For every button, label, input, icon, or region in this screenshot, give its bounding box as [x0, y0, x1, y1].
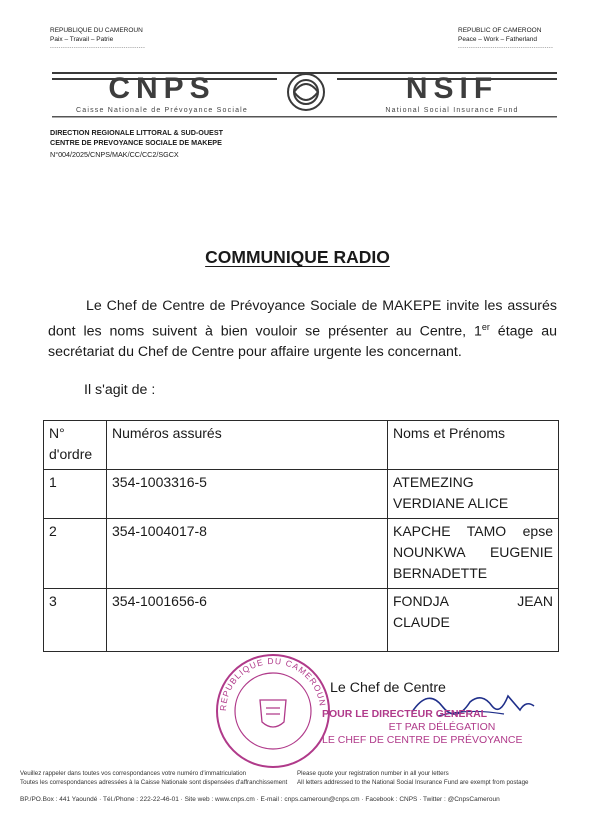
delegation-stamp: POUR LE DIRECTEUR GENERAL ET PAR DÉLÉGATION LE CHEF DE CENTRE DE PRÉVOYANCE	[322, 708, 523, 746]
divider: --------------------------------------------	[50, 45, 146, 51]
country-fr: REPUBLIQUE DU CAMEROUN	[50, 27, 143, 34]
row-insured-number: 354-1003316-5	[107, 470, 388, 519]
direction-line2: CENTRE DE PREVOYANCE SOCIALE DE MAKEPE	[50, 138, 222, 147]
reference-number: N°004/2025/CNPS/MAK/CC/CC2/SGCX	[50, 150, 179, 159]
table-row	[44, 589, 559, 652]
row-number: 1	[44, 470, 107, 519]
body-paragraph	[48, 296, 557, 362]
emblem-icon	[288, 74, 324, 110]
row-name: ATEMEZING VERDIANE ALICE	[388, 470, 559, 519]
row-number: 3	[44, 589, 107, 652]
row-number: 2	[44, 519, 107, 589]
row-name: FONDJA JEAN CLAUDE	[388, 589, 559, 652]
logo-left-text: CNPS	[108, 72, 216, 105]
table-row	[44, 519, 559, 589]
motto-fr: Paix – Travail – Patrie	[50, 36, 114, 43]
motto-en: Peace – Work – Fatherland	[458, 36, 538, 43]
divider: --------------------------------------------	[458, 45, 554, 51]
row-name: KAPCHE TAMO epse NOUNKWA EUGENIE BERNADETTE	[388, 519, 559, 589]
official-round-stamp	[212, 650, 334, 772]
header-order: N° d'ordre	[44, 421, 107, 470]
footer-left: Veuillez rappeler dans toutes vos correspondances votre numéro d'immatriculation Toutes les correspondances adressées à la Caisse Nationale sont dispensées d'affranchissement	[20, 770, 288, 786]
direction-block	[50, 128, 223, 148]
signatory-title: Le Chef de Centre	[330, 680, 446, 696]
body-text-start: Le Chef de Centre de Prévoyance Sociale de MAKEPE invite les assurés dont les noms suivent à bien vouloir se présenter au Centre, 1	[48, 298, 557, 340]
header-right	[458, 26, 553, 53]
header-names: Noms et Prénoms	[388, 421, 559, 470]
country-en: REPUBLIC OF CAMEROON	[458, 27, 542, 34]
coat-of-arms-icon	[260, 700, 286, 727]
body-sup: er	[481, 321, 490, 332]
header-left	[50, 26, 145, 53]
footer-right: Please quote your registration number in all your letters All letters addressed to the National Social Insurance Fund are exempt from postage	[297, 770, 529, 786]
svg-text:REPUBLIQUE DU CAMEROUN: REPUBLIQUE DU CAMEROUN	[217, 655, 328, 712]
table-row	[44, 470, 559, 519]
logo-right-text: NSIF	[405, 72, 499, 105]
row-insured-number: 354-1001656-6	[107, 589, 388, 652]
direction-line1: DIRECTION REGIONALE LITTORAL & SUD-OUEST	[50, 128, 224, 137]
header-insured-number: Numéros assurés	[107, 421, 388, 470]
table-header-row	[44, 421, 559, 470]
logo-right-sub: National Social Insurance Fund	[385, 107, 519, 114]
insured-table	[43, 420, 559, 652]
cnps-nsif-logo	[52, 70, 557, 120]
logo-left-sub: Caisse Nationale de Prévoyance Sociale	[75, 107, 249, 114]
page-title: COMMUNIQUE RADIO	[205, 247, 390, 267]
intro-text: Il s'agit de :	[84, 382, 156, 398]
body-text-end: étage au secrétariat du Chef de Centre pour affaire urgente les concernant.	[48, 323, 557, 360]
row-insured-number: 354-1004017-8	[107, 519, 388, 589]
footer-contact: BP./PO.Box : 441 Yaoundé · Tél./Phone : 222-22-46-01 · Site web : www.cnps.cm · E-mail : cnps.cameroun@cnps.cm · Facebook : CNPS · Twitter : @CnpsCameroun	[20, 796, 500, 803]
